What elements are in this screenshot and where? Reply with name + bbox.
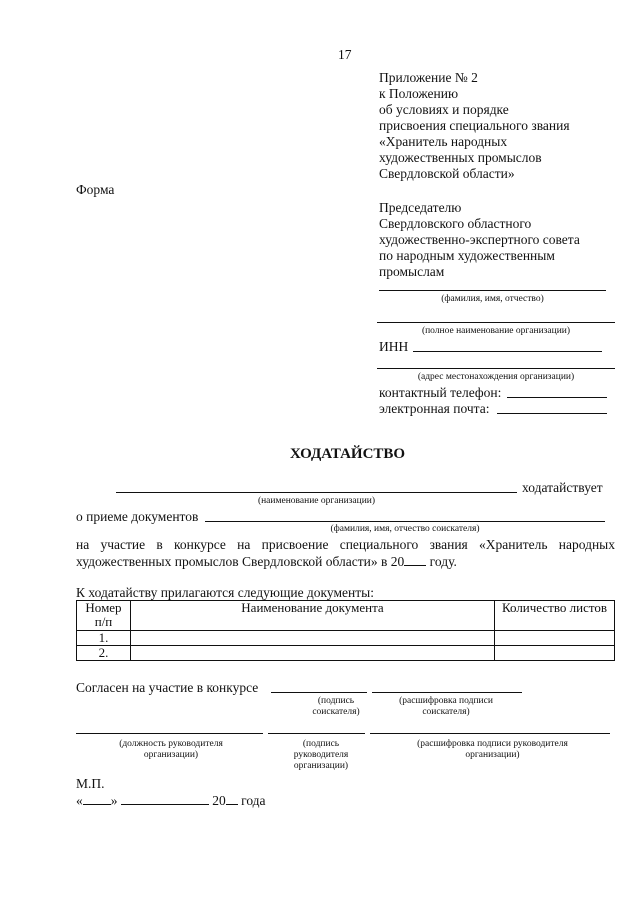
col-number-header bbox=[77, 601, 131, 631]
org-field-line[interactable] bbox=[377, 322, 615, 323]
inn-label: ИНН bbox=[379, 339, 409, 354]
date-quote-close: » bbox=[110, 793, 118, 808]
addressee-line: Свердловского областного bbox=[379, 216, 532, 231]
applicant-caption: (фамилия, имя, отчество соискателя) bbox=[330, 524, 480, 534]
row-doc-count[interactable] bbox=[495, 646, 615, 661]
applicant-decode-line[interactable] bbox=[372, 692, 522, 693]
petition-line-2-end: году. bbox=[429, 554, 457, 569]
caption-line: (должность руководителя bbox=[119, 739, 223, 749]
fio-field-line[interactable] bbox=[379, 290, 606, 291]
year-field[interactable] bbox=[404, 553, 426, 566]
addressee-line: художественно-экспертного совета bbox=[379, 232, 580, 247]
caption-line: (расшифровка подписи bbox=[399, 696, 493, 706]
email-field-line[interactable] bbox=[497, 413, 607, 414]
appendix-line: об условиях и порядке bbox=[379, 102, 509, 117]
appendix-line: присвоения специального звания bbox=[379, 118, 570, 133]
org-name-caption: (наименование организации) bbox=[257, 496, 376, 506]
head-decode-caption bbox=[400, 739, 585, 761]
petition-line-2 bbox=[76, 553, 457, 570]
org-name-field-line[interactable] bbox=[116, 492, 517, 493]
address-field-line[interactable] bbox=[377, 368, 615, 369]
head-position-line[interactable] bbox=[76, 733, 263, 734]
row-number: 2. bbox=[77, 646, 131, 661]
head-signature-caption bbox=[276, 739, 366, 772]
applicant-signature-line[interactable] bbox=[271, 692, 367, 693]
appendix-line: «Хранитель народных bbox=[379, 134, 508, 149]
table-row bbox=[77, 646, 615, 661]
table-row bbox=[77, 631, 615, 646]
date-line bbox=[76, 792, 266, 809]
row-number: 1. bbox=[77, 631, 131, 646]
head-signature-line[interactable] bbox=[268, 733, 365, 734]
address-caption: (адрес местонахождения организации) bbox=[417, 372, 575, 382]
email-label: электронная почта: bbox=[379, 401, 490, 416]
caption-line: организации) bbox=[465, 750, 520, 760]
date-suffix: года bbox=[241, 793, 266, 808]
petition-line-2-text: художественных промыслов Свердловской области» в 20 bbox=[76, 554, 405, 569]
inn-field-line[interactable] bbox=[413, 351, 602, 352]
consent-label: Согласен на участие в конкурсе bbox=[76, 680, 259, 695]
form-label: Форма bbox=[76, 182, 115, 197]
applicant-field-line[interactable] bbox=[205, 521, 605, 522]
caption-line: организации) bbox=[293, 761, 349, 771]
date-quote-open: « bbox=[76, 793, 83, 808]
caption-line: руководителя bbox=[293, 750, 349, 760]
row-doc-name[interactable] bbox=[131, 646, 495, 661]
col-name-header: Наименование документа bbox=[131, 601, 495, 631]
petition-line-1: на участие в конкурсе на присвоение специального звания «Хранитель народных bbox=[76, 537, 615, 552]
appendix-line: Свердловской области» bbox=[379, 166, 515, 181]
caption-line: организации) bbox=[143, 750, 199, 760]
stamp-label: М.П. bbox=[76, 776, 105, 791]
applicant-signature-caption bbox=[296, 696, 376, 718]
date-year-prefix: 20 bbox=[212, 793, 226, 808]
row-doc-count[interactable] bbox=[495, 631, 615, 646]
phone-label: контактный телефон: bbox=[379, 385, 502, 400]
caption-line: соискателя) bbox=[422, 707, 470, 717]
caption-line: (подпись bbox=[317, 696, 355, 706]
head-decode-line[interactable] bbox=[370, 733, 610, 734]
petition-verb: ходатайствует bbox=[522, 480, 603, 495]
fio-caption: (фамилия, имя, отчество) bbox=[441, 294, 544, 304]
month-field[interactable] bbox=[121, 792, 209, 805]
caption-line: (расшифровка подписи руководителя bbox=[417, 739, 568, 749]
row-doc-name[interactable] bbox=[131, 631, 495, 646]
attachments-heading: К ходатайству прилагаются следующие документы: bbox=[76, 585, 374, 600]
col-number-header-line1: Номер bbox=[85, 600, 122, 615]
appendix-line: художественных промыслов bbox=[379, 150, 542, 165]
addressee-line: промыслам bbox=[379, 264, 445, 279]
phone-field-line[interactable] bbox=[507, 397, 607, 398]
col-number-header-line2: п/п bbox=[94, 614, 113, 629]
head-position-caption bbox=[96, 739, 246, 761]
applicant-decode-caption bbox=[386, 696, 506, 718]
addressee-line: по народным художественным bbox=[379, 248, 555, 263]
appendix-line: к Положению bbox=[379, 86, 459, 101]
day-field[interactable] bbox=[83, 792, 111, 805]
acceptance-label: о приеме документов bbox=[76, 509, 199, 524]
appendix-line: Приложение № 2 bbox=[379, 70, 478, 85]
caption-line: соискателя) bbox=[312, 707, 360, 717]
col-count-header: Количество листов bbox=[495, 601, 615, 631]
org-caption: (полное наименование организации) bbox=[421, 326, 571, 336]
documents-table bbox=[76, 600, 615, 661]
caption-line: (подпись bbox=[302, 739, 340, 749]
document-title: ХОДАТАЙСТВО bbox=[290, 446, 406, 462]
page-number: 17 bbox=[338, 47, 352, 62]
table-header-row bbox=[77, 601, 615, 631]
year-suffix-field[interactable] bbox=[226, 792, 238, 805]
addressee-line: Председателю bbox=[379, 200, 462, 215]
